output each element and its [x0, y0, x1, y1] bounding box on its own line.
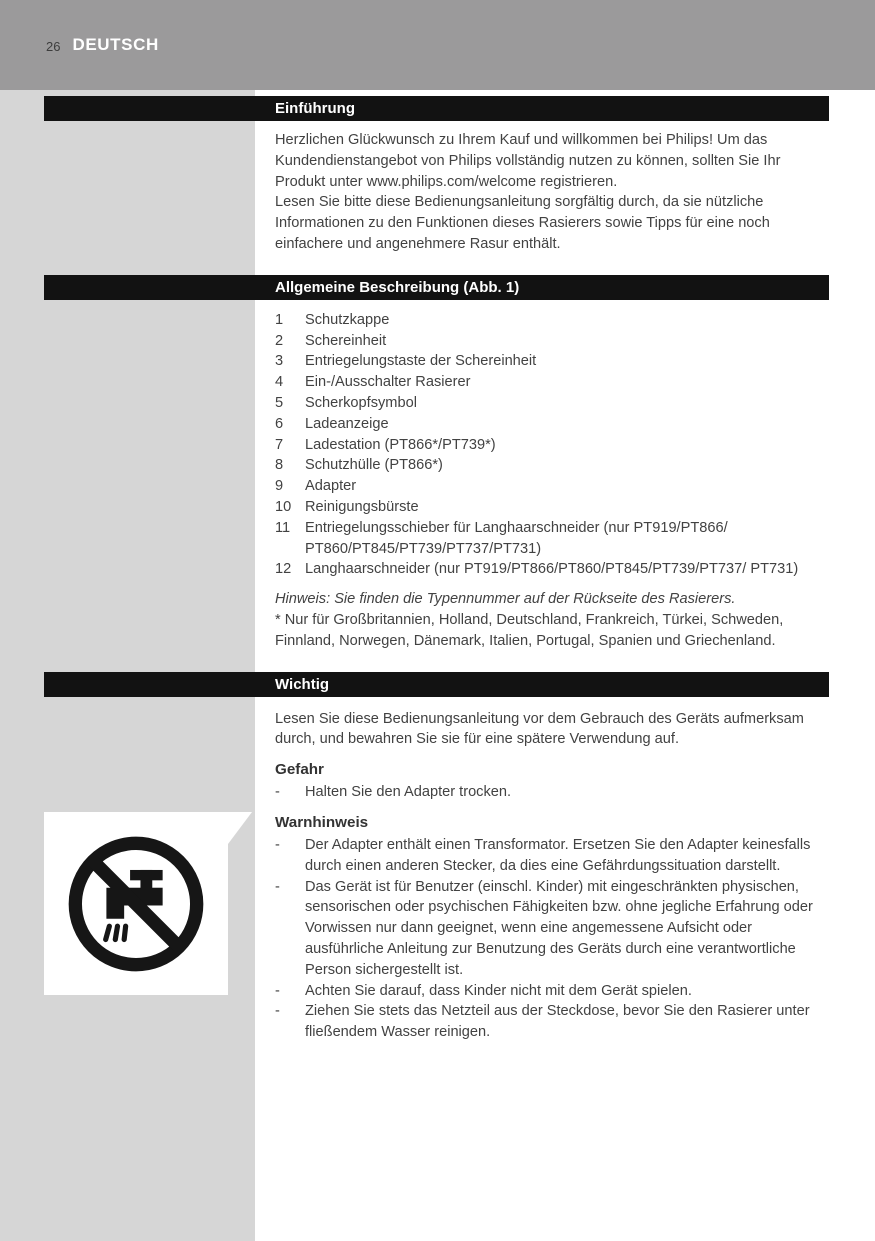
item-label: Scherkopfsymbol — [305, 394, 417, 411]
country-note: * Nur für Großbritannien, Holland, Deutschland, Frankreich, Türkei, Schweden, Finnland, Norwegen, Dänemark, Italien, Portugal, Spanien und Griechenland. — [275, 611, 784, 649]
section-title: Einführung — [275, 100, 355, 117]
item-label: Schutzhülle (PT866*) — [305, 457, 443, 474]
language-title: DEUTSCH — [72, 35, 159, 54]
list-item — [275, 310, 829, 331]
section-title: Allgemeine Beschreibung (Abb. 1) — [275, 278, 520, 296]
item-number: 2 — [275, 332, 284, 349]
paragraph: Lesen Sie diese Bedienungsanleitung vor dem Gebrauch des Geräts aufmerksam durch, und bewahren Sie sie für eine spätere Verwendung auf. — [275, 710, 804, 748]
warning-item-text: - Achten Sie darauf, dass Kinder nicht mit dem Gerät spielen. — [305, 982, 692, 999]
item-number: 12 — [275, 561, 292, 578]
intro-paragraphs — [275, 130, 829, 255]
item-label: Ein-/Ausschalter Rasierer — [305, 374, 471, 391]
danger-item-text: - Halten Sie den Adapter trocken. — [305, 784, 512, 801]
list-item — [275, 351, 829, 372]
section-title: Wichtig — [275, 675, 330, 693]
warning-item-text: - Der Adapter enthält einen Transformator. Ersetzen Sie den Adapter keinesfalls durch einen anderen Stecker, da dies eine Gefährdungssituation darstellt. — [305, 836, 811, 874]
item-number: 4 — [275, 374, 284, 391]
danger-item — [275, 782, 829, 803]
section-header-beschreibung — [44, 275, 829, 300]
item-label: Reinigungsbürste — [305, 498, 419, 515]
danger-heading: Gefahr — [275, 761, 324, 779]
item-number: 7 — [275, 436, 284, 453]
list-item — [275, 414, 829, 435]
item-label: Ladestation (PT866*/PT739*) — [305, 436, 496, 453]
list-item — [275, 372, 829, 393]
section-header-wichtig — [44, 672, 829, 697]
warning-heading: Warnhinweis — [275, 813, 369, 831]
item-number: 11 — [275, 519, 291, 536]
item-label: Langhaarschneider (nur PT919/PT866/PT860/PT845/PT739/PT737/ PT731) — [305, 561, 799, 578]
warning-list — [275, 835, 829, 1043]
list-item — [275, 455, 829, 476]
item-label: Ladeanzeige — [305, 415, 389, 432]
warning-item — [275, 877, 829, 981]
item-label: Entriegelungsschieber für Langhaarschneider (nur PT919/PT866/ PT860/PT845/PT739/PT737/PT731) — [305, 519, 728, 557]
list-item — [275, 518, 829, 560]
item-number: 1 — [275, 311, 284, 328]
warning-item-text: - Ziehen Sie stets das Netzteil aus der Steckdose, bevor Sie den Rasierer unter fließendem Wasser reinigen. — [305, 1003, 810, 1041]
item-label: Adapter — [305, 478, 357, 495]
warning-item — [275, 1001, 829, 1043]
no-tap-water-callout — [44, 812, 228, 995]
list-item — [275, 435, 829, 456]
item-number: 3 — [275, 353, 284, 370]
important-intro — [275, 709, 829, 751]
list-item — [275, 476, 829, 497]
item-number: 8 — [275, 457, 284, 474]
danger-list — [275, 782, 829, 803]
paragraph: Herzlichen Glückwunsch zu Ihrem Kauf und willkommen bei Philips! Um das Kundendienstangebot von Philips vollständig nutzen zu können, sollten Sie Ihr Produkt unter www.philips.com/welcome registrieren. — [275, 132, 781, 190]
item-number: 9 — [275, 478, 284, 495]
item-label: Schutzkappe — [305, 311, 390, 328]
parts-list — [275, 310, 829, 580]
list-item — [275, 331, 829, 352]
page-number: 26 — [46, 39, 61, 54]
list-item — [275, 393, 829, 414]
warning-item — [275, 981, 829, 1002]
item-number: 5 — [275, 394, 284, 411]
no-tap-water-icon — [62, 830, 210, 978]
type-number-note: Hinweis: Sie finden die Typennummer auf der Rückseite des Rasierers. — [275, 591, 736, 608]
item-number: 6 — [275, 415, 284, 432]
paragraph: Lesen Sie bitte diese Bedienungsanleitung sorgfältig durch, da sie nützliche Informationen zu den Funktionen dieses Rasierers sowie Tipps für eine noch einfachere und angenehmere Rasur enthält. — [275, 194, 770, 252]
description-notes — [275, 589, 829, 651]
item-label: Entriegelungstaste der Schereinheit — [305, 353, 537, 370]
warning-item-text: - Das Gerät ist für Benutzer (einschl. Kinder) mit eingeschränkten physischen, sensorischen oder psychischen Fähigkeiten bzw. ohne jegliche Erfahrung oder Vorwissen nur dann geeignet, wenn eine angemessene Aufsicht oder ausführliche Anleitung zur Benutzung des Geräts durch eine verantwortliche Person sichergestellt ist. — [305, 878, 813, 978]
item-label: Schereinheit — [305, 332, 387, 349]
page-header — [0, 0, 875, 90]
list-item — [275, 559, 829, 580]
item-number: 10 — [275, 498, 292, 515]
list-item — [275, 497, 829, 518]
section-header-einfuehrung — [44, 96, 829, 121]
warning-item — [275, 835, 829, 877]
